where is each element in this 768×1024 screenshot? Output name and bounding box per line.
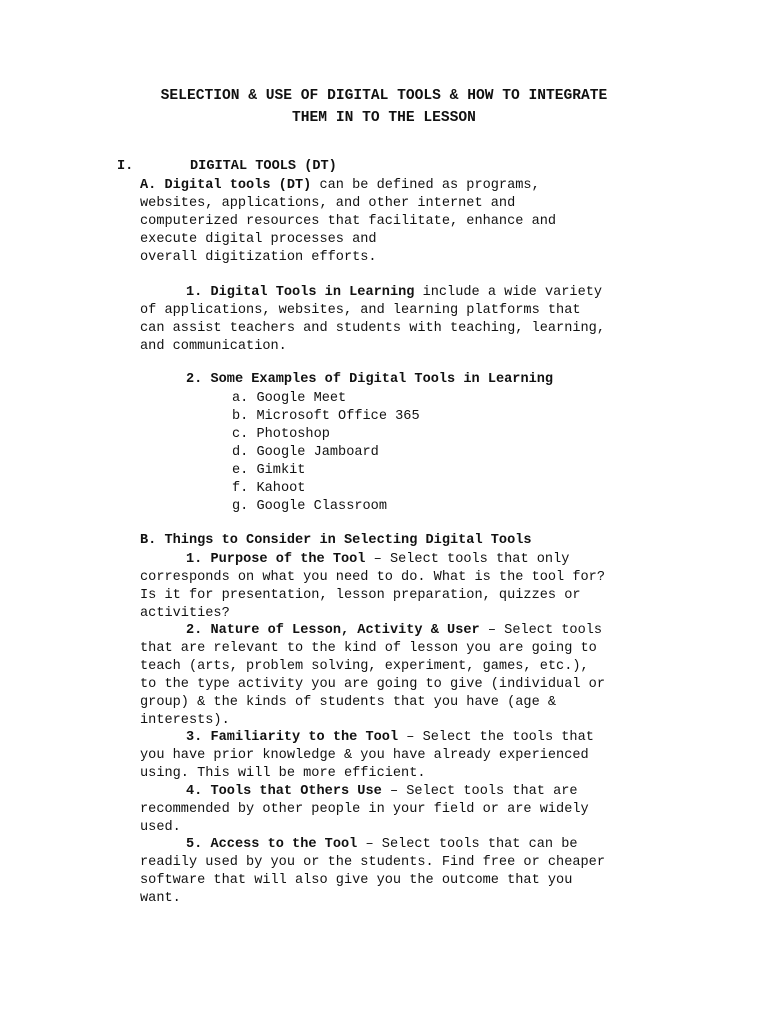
consideration-5-line-1 [186, 836, 578, 854]
consideration-3-line-2: you have prior knowledge & you have already experienced [140, 748, 589, 763]
item-1-label: 1. Digital Tools in Learning [186, 285, 415, 300]
consideration-4-line-2: recommended by other people in your field or are widely [140, 802, 589, 817]
section-heading: DIGITAL TOOLS (DT) [190, 159, 337, 174]
part-a-line-5: overall digitization efforts. [140, 250, 377, 265]
item-1-line-3: can assist teachers and students with teaching, learning, [140, 321, 605, 336]
consideration-2-line-5: group) & the kinds of students that you have (age & [140, 695, 557, 710]
item-1-line-4: and communication. [140, 339, 287, 354]
consideration-1-text: – Select tools that only [365, 552, 570, 567]
example-item: f. Kahoot [232, 481, 306, 496]
consideration-3-line-3: using. This will be more efficient. [140, 766, 426, 781]
part-a-line-4: execute digital processes and [140, 232, 377, 247]
consideration-1-label: 1. Purpose of the Tool [186, 552, 366, 567]
consideration-5-line-4: want. [140, 891, 181, 906]
example-item: a. Google Meet [232, 391, 347, 406]
consideration-5-line-3: software that will also give you the outcome that you [140, 873, 573, 888]
item-1-line-2: of applications, websites, and learning platforms that [140, 303, 581, 318]
consideration-3-label: 3. Familiarity to the Tool [186, 730, 399, 745]
consideration-2-line-1 [186, 622, 602, 640]
section-numeral: I. [117, 159, 134, 174]
part-b-heading: B. Things to Consider in Selecting Digital Tools [140, 533, 532, 548]
consideration-2-line-2: that are relevant to the kind of lesson you are going to [140, 641, 597, 656]
consideration-5-line-2: readily used by you or the students. Find free or cheaper [140, 855, 605, 870]
part-a-line-3: computerized resources that facilitate, enhance and [140, 214, 557, 229]
consideration-4-text: – Select tools that are [381, 784, 578, 799]
item-1-text: include a wide variety [414, 285, 603, 300]
consideration-5-text: – Select tools that can be [357, 837, 578, 852]
consideration-4-line-1 [186, 783, 578, 801]
consideration-5-label: 5. Access to the Tool [186, 837, 358, 852]
item-2-label: 2. Some Examples of Digital Tools in Learning [186, 372, 554, 387]
part-a-label: A. Digital tools (DT) [140, 178, 312, 193]
consideration-3-text: – Select the tools that [398, 730, 594, 745]
consideration-2-line-6: interests). [140, 713, 230, 728]
consideration-2-label: 2. Nature of Lesson, Activity & User [186, 623, 480, 638]
consideration-2-line-4: to the type activity you are going to give (individual or [140, 677, 605, 692]
consideration-4-line-3: used. [140, 820, 181, 835]
consideration-1-line-3: Is it for presentation, lesson preparation, quizzes or [140, 588, 581, 603]
part-a-text: can be defined as programs, [311, 178, 540, 193]
title-line-2: THEM IN TO THE LESSON [292, 110, 476, 126]
consideration-3-line-1 [186, 729, 594, 747]
example-item: d. Google Jamboard [232, 445, 379, 460]
consideration-4-label: 4. Tools that Others Use [186, 784, 382, 799]
consideration-1-line-2: corresponds on what you need to do. What is the tool for? [140, 570, 605, 585]
example-item: b. Microsoft Office 365 [232, 409, 420, 424]
example-item: c. Photoshop [232, 427, 330, 442]
consideration-2-line-3: teach (arts, problem solving, experiment, games, etc.), [140, 659, 589, 674]
item-1-line-1 [186, 284, 602, 302]
consideration-1-line-1 [186, 551, 569, 569]
part-a-line-2: websites, applications, and other internet and [140, 196, 516, 211]
title-line-1: SELECTION & USE OF DIGITAL TOOLS & HOW TO INTEGRATE [160, 88, 608, 104]
example-item: e. Gimkit [232, 463, 306, 478]
consideration-2-text: – Select tools [479, 623, 603, 638]
consideration-1-line-4: activities? [140, 606, 230, 621]
part-a-line-1 [140, 177, 540, 195]
document-title [0, 85, 768, 129]
example-item: g. Google Classroom [232, 499, 387, 514]
